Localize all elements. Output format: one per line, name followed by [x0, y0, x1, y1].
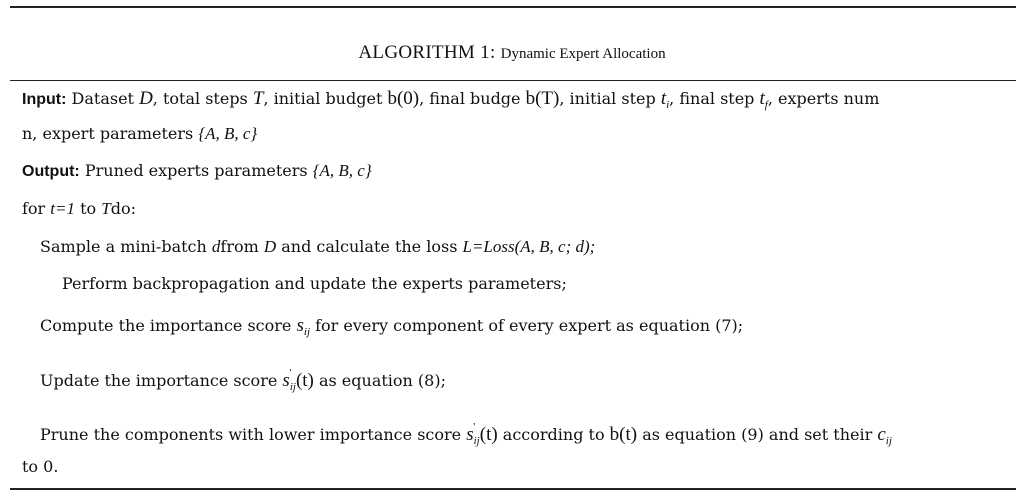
- prune-arg: (t): [479, 424, 498, 445]
- update-prime: ': [289, 367, 292, 379]
- header-rule: [10, 80, 1016, 81]
- compute-var-s: s: [296, 315, 304, 336]
- prune-s-letter: s: [466, 424, 474, 445]
- var-D: D: [139, 88, 153, 109]
- algorithm-title: [0, 42, 1024, 64]
- for-do: do:: [110, 199, 136, 218]
- input-total-text: , total steps: [152, 89, 248, 108]
- for-to: to: [80, 199, 97, 218]
- var-tf-sub: f: [764, 99, 768, 111]
- prune-line: [40, 421, 892, 452]
- input-dataset-text: Dataset: [71, 89, 134, 108]
- update-text-a: Update the importance score: [40, 371, 278, 390]
- input-initial-budget-text: , initial budget: [263, 89, 383, 108]
- var-ti-sub: i: [666, 99, 670, 111]
- compute-text-b: for every component of every expert as equation (7);: [315, 316, 744, 335]
- prune-var-s: [466, 421, 476, 445]
- sample-line: [40, 236, 595, 258]
- var-b0: b(0): [387, 88, 420, 109]
- backprop-text: Perform backpropagation and update the experts parameters;: [62, 274, 567, 293]
- prune-prime: ': [473, 421, 476, 433]
- output-line: [22, 160, 372, 183]
- prune-text-b: according to: [502, 425, 605, 444]
- update-line: [40, 367, 446, 398]
- input-experts-num-text: , experts num: [767, 89, 880, 108]
- prune-end-text: to 0.: [22, 457, 59, 476]
- sample-var-D: D: [263, 237, 277, 256]
- input-initial-step-text: , initial step: [559, 89, 656, 108]
- sample-loss-expr: L=Loss(A, B, c; d);: [462, 237, 596, 256]
- update-s-letter: s: [282, 370, 290, 391]
- sample-text-c: and calculate the loss: [281, 237, 458, 256]
- for-T: T: [101, 199, 111, 218]
- var-bT: b(T): [525, 88, 560, 109]
- prune-var-s-sub: ij: [473, 435, 480, 447]
- sample-text-a: Sample a mini-batch: [40, 237, 207, 256]
- prune-text-a: Prune the components with lower importance score: [40, 425, 462, 444]
- backprop-line: [62, 273, 567, 295]
- output-params-set: {A, B, c}: [312, 161, 372, 180]
- input-expert-params-text: n, expert parameters: [22, 124, 194, 143]
- update-text-b: as equation (8);: [318, 371, 446, 390]
- prune-var-bt: b(t): [609, 424, 638, 445]
- input-line-2: [22, 123, 257, 145]
- input-params-set: {A, B, c}: [198, 124, 258, 143]
- output-label: Output:: [22, 163, 80, 180]
- algorithm-name: Dynamic Expert Allocation: [500, 46, 666, 62]
- prune-var-c-sub: ij: [885, 435, 892, 447]
- update-var-s-sub: ij: [289, 381, 296, 393]
- for-line: [22, 198, 136, 220]
- input-line: [22, 88, 879, 116]
- var-ti: t: [660, 88, 667, 109]
- sample-var-d: d: [211, 237, 221, 256]
- sample-text-from: from: [220, 237, 259, 256]
- var-T: T: [252, 88, 264, 109]
- compute-text-a: Compute the importance score: [40, 316, 292, 335]
- bottom-rule: [10, 488, 1016, 490]
- update-var-s: [282, 367, 292, 391]
- for-condition: t=1: [50, 199, 75, 218]
- var-tf: t: [759, 88, 765, 109]
- input-label: Input:: [22, 91, 67, 108]
- prune-text-c: as equation (9) and set their: [642, 425, 873, 444]
- input-final-step-text: , final step: [669, 89, 755, 108]
- top-rule: [10, 6, 1016, 8]
- compute-line: [40, 315, 743, 343]
- update-arg: (t): [295, 370, 314, 391]
- prune-line-2: [22, 456, 58, 478]
- prune-var-c: c: [877, 424, 886, 445]
- for-keyword: for: [22, 199, 46, 218]
- output-text: Pruned experts parameters: [84, 161, 308, 180]
- algorithm-heading: ALGORITHM 1:: [358, 42, 496, 63]
- input-final-budge-text: , final budge: [419, 89, 521, 108]
- compute-var-s-sub: ij: [303, 326, 311, 338]
